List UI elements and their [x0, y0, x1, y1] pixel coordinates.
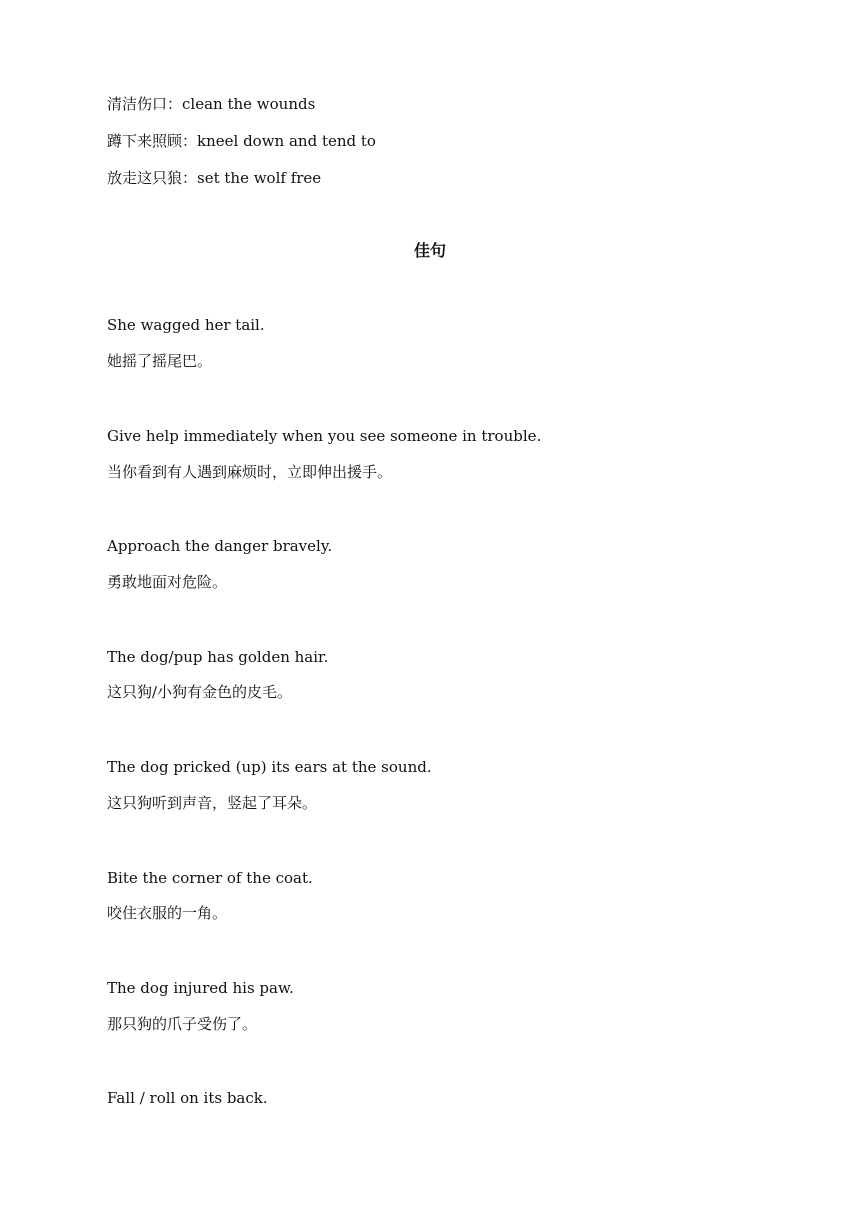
sentence-zh-1: 她摇了摇尾巴。: [107, 352, 213, 370]
vocab-en: set the wolf free: [197, 169, 322, 187]
vocab-zh: 清洁伤口：: [107, 95, 183, 113]
sentence-en-5: The dog pricked (up) its ears at the sound.: [107, 758, 432, 776]
sentence-en-6: Bite the corner of the coat.: [107, 869, 313, 887]
sentence-zh-5: 这只狗听到声音，竖起了耳朵。: [107, 794, 318, 812]
vocab-en: clean the wounds: [182, 95, 316, 113]
vocab-en: kneel down and tend to: [197, 132, 376, 150]
vocab-line-2: [107, 131, 376, 151]
sentence-en-3: Approach the danger bravely.: [107, 537, 333, 555]
vocab-line-3: [107, 168, 321, 188]
vocab-zh: 蹲下来照顾：: [107, 132, 198, 150]
sentence-zh-6: 咬住衣服的一角。: [107, 904, 228, 922]
vocab-zh: 放走这只狼：: [107, 169, 198, 187]
sentence-en-8: Fall / roll on its back.: [107, 1089, 268, 1107]
vocab-line-1: [107, 94, 315, 114]
sentence-zh-2: 当你看到有人遇到麻烦时，立即伸出援手。: [107, 463, 393, 481]
section-title: 佳句: [413, 241, 446, 260]
sentence-en-7: The dog injured his paw.: [107, 979, 294, 997]
sentence-en-2: Give help immediately when you see someone in trouble.: [107, 427, 542, 445]
sentence-zh-3: 勇敢地面对危险。: [107, 573, 228, 591]
sentence-en-4: The dog/pup has golden hair.: [107, 648, 329, 666]
sentence-zh-4: 这只狗/小狗有金色的皮毛。: [107, 683, 293, 701]
sentence-zh-7: 那只狗的爪子受伤了。: [107, 1015, 258, 1033]
sentence-en-1: She wagged her tail.: [107, 316, 265, 334]
